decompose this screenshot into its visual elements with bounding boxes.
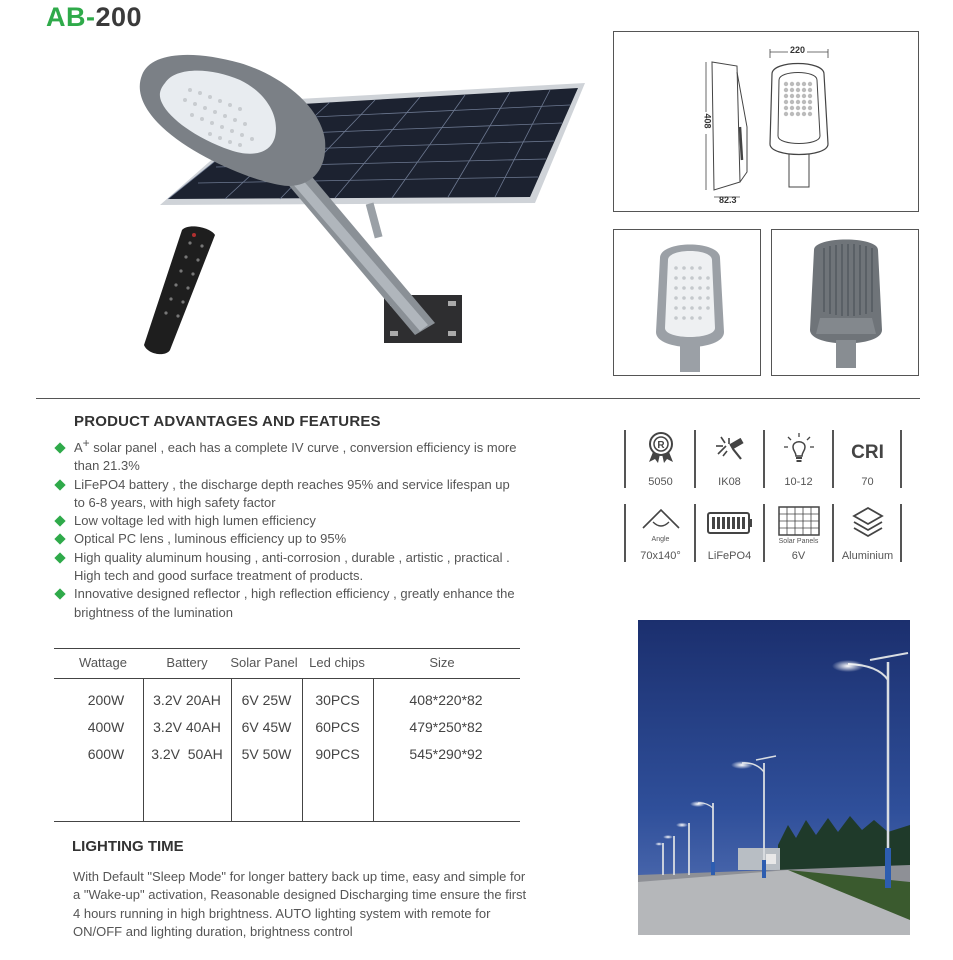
- product-hero-image: [130, 45, 600, 365]
- table-cell: 545*290*92: [409, 746, 483, 762]
- beam-angle-icon: [639, 506, 683, 532]
- feature-item: [54, 512, 524, 530]
- table-header: Size: [429, 655, 455, 670]
- table-cell: 3.2V 40AH: [153, 719, 221, 735]
- icon-label: Aluminium: [841, 550, 894, 562]
- model-number: 200: [95, 2, 143, 32]
- icon-label: LiFePO4: [707, 550, 752, 562]
- table-cell: 60PCS: [315, 719, 360, 735]
- solar-caption: Solar Panels: [778, 538, 819, 545]
- feature-item: [54, 530, 524, 548]
- lamp-front-view-image: [613, 229, 761, 376]
- table-header-rule: [54, 678, 520, 679]
- feature-text: Optical PC lens , luminous efficiency up to 95%: [74, 531, 347, 547]
- table-cell: 3.2V 20AH: [153, 692, 221, 708]
- icon-label: 5050: [648, 476, 673, 488]
- feature-text: High quality aluminum housing , anti-corrosion , durable , artistic , practical . High tech and good surface treatment of products.: [74, 549, 510, 584]
- lamp-back-view-image: [771, 229, 919, 376]
- icon-label: 10-12: [784, 476, 813, 488]
- feature-item: [54, 585, 524, 622]
- feature-prefix: A: [74, 440, 83, 455]
- icon-cell-bulb: [764, 430, 833, 488]
- icon-label: 6V: [791, 550, 806, 562]
- feature-superscript: +: [82, 436, 90, 450]
- table-header: Solar Panel: [230, 655, 298, 670]
- angle-caption: Angle: [651, 536, 670, 543]
- feature-text: LiFePO4 battery , the discharge depth reaches 95% and service lifespan up to 6-8 years, with high safety factor: [74, 476, 510, 510]
- feature-item: [54, 476, 524, 513]
- diamond-bullet-icon: [54, 552, 65, 563]
- table-cell: 5V 50W: [241, 746, 292, 762]
- model-prefix: AB-: [46, 2, 96, 32]
- table-cell: 400W: [87, 719, 125, 735]
- icon-label: 70x140°: [640, 550, 681, 562]
- table-top-rule: [54, 648, 520, 649]
- icon-cell-layers: [833, 504, 902, 562]
- table-cell: 408*220*82: [409, 692, 483, 708]
- lighting-description: With Default "Sleep Mode" for longer battery back up time, easy and simple for a "Wake-up" activation, Reasonable designed Discharging time ensure the first 4 hours running in high brightness. AUTO lighting system with remote for ON/OFF and lighting duration, brightness control: [73, 869, 527, 939]
- dimension-height-label: 408: [702, 113, 713, 129]
- feature-item: [54, 549, 524, 586]
- diamond-bullet-icon: [54, 534, 65, 545]
- table-header: Battery: [166, 655, 208, 670]
- feature-text: solar panel , each has a complete IV curve , conversion efficiency is more than 21.3%: [74, 440, 517, 474]
- light-bulb-icon: [782, 432, 816, 464]
- icon-cell-solar: [764, 504, 833, 562]
- features-heading: PRODUCT ADVANTAGES AND FEATURES: [74, 413, 381, 430]
- section-divider: [36, 398, 920, 399]
- street-night-photo: [638, 620, 910, 935]
- impact-hammer-icon: [713, 432, 747, 462]
- feature-item: [54, 436, 524, 476]
- diamond-bullet-icon: [54, 442, 65, 453]
- model-title: [46, 2, 142, 33]
- features-list: [54, 436, 524, 622]
- lighting-heading: LIGHTING TIME: [72, 838, 184, 855]
- feature-text: Low voltage led with high lumen efficiency: [74, 513, 316, 529]
- dimension-drawing: [613, 31, 919, 212]
- dimension-depth-label: 82.3: [719, 195, 737, 205]
- table-header: Wattage: [79, 655, 127, 670]
- icon-cell-cri: [833, 430, 902, 488]
- battery-icon: [706, 510, 754, 536]
- icon-cell-impact: [695, 430, 764, 488]
- table-cell: 200W: [87, 692, 125, 708]
- table-cell: 600W: [87, 746, 125, 762]
- icon-cell-angle: [626, 504, 695, 562]
- cri-icon: CRI: [851, 442, 884, 463]
- remote-control-illustration: [144, 226, 215, 354]
- icon-label: IK08: [718, 476, 741, 488]
- table-header: Led chips: [309, 655, 365, 670]
- icon-label: 70: [861, 476, 874, 488]
- spec-table: [54, 648, 520, 822]
- icon-cell-battery: [695, 504, 764, 562]
- diamond-bullet-icon: [54, 479, 65, 490]
- table-cell: 479*250*82: [409, 719, 483, 735]
- dimension-width-label: 220: [790, 45, 806, 55]
- table-bottom-rule: [54, 821, 520, 822]
- solar-panel-icon: [777, 506, 821, 536]
- table-cell: 90PCS: [315, 746, 360, 762]
- certified-badge-icon: [646, 432, 676, 464]
- feature-text: Innovative designed reflector , high reflection efficiency , greatly enhance the brightness of the lumination: [74, 586, 515, 620]
- layers-icon: [852, 506, 884, 538]
- table-cell: 6V 25W: [241, 692, 292, 708]
- diamond-bullet-icon: [54, 589, 65, 600]
- diamond-bullet-icon: [54, 516, 65, 527]
- table-cell: 6V 45W: [241, 719, 292, 735]
- icon-cell-chip: [626, 430, 695, 488]
- svg-text:R: R: [656, 440, 665, 451]
- table-cell: 3.2V 50AH: [151, 746, 223, 762]
- table-cell: 30PCS: [315, 692, 360, 708]
